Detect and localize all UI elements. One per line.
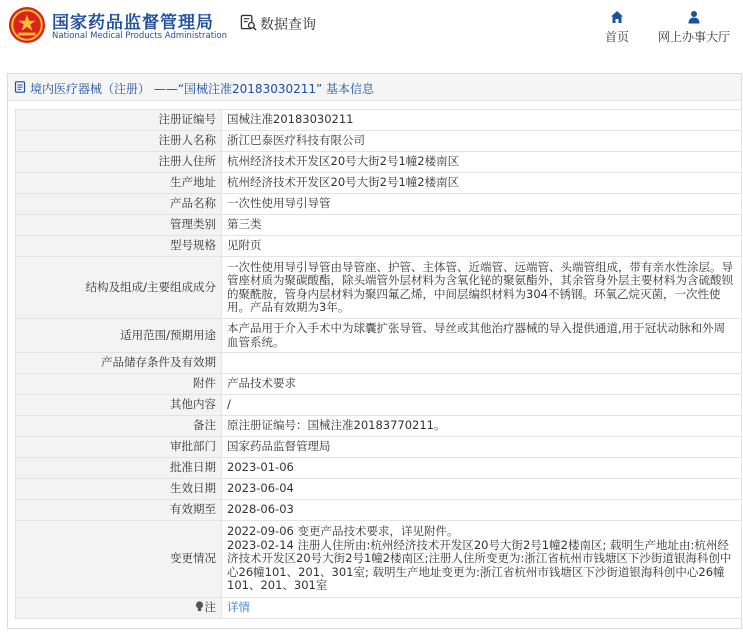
site-header: [0, 0, 743, 56]
row-label: 结构及组成/主要组成成分: [16, 257, 222, 319]
row-label: 生效日期: [16, 479, 222, 500]
row-value: /: [222, 395, 742, 416]
row-label: 生产地址: [16, 173, 222, 194]
table-row: [16, 173, 742, 194]
table-row: [16, 374, 742, 395]
row-value: 浙江巴泰医疗科技有限公司: [222, 131, 742, 152]
table-row: [16, 353, 742, 374]
details-link[interactable]: 详情: [227, 600, 250, 615]
row-label: 其他内容: [16, 395, 222, 416]
row-value: 2023-06-04: [222, 479, 742, 500]
row-value: [222, 521, 742, 598]
nav-online-office[interactable]: [652, 10, 736, 45]
row-value: 见附页: [222, 236, 742, 257]
row-label: 注册人名称: [16, 131, 222, 152]
table-row: [16, 521, 742, 598]
row-value: 2023-01-06: [222, 458, 742, 479]
nav-online-office-label: 网上办事大厅: [657, 30, 730, 44]
row-label: 变更情况: [16, 521, 222, 598]
row-value: 第三类: [222, 215, 742, 236]
row-value: [222, 353, 742, 374]
row-value: 国械注准20183030211: [222, 110, 742, 131]
row-label: 注册证编号: [16, 110, 222, 131]
table-row: [16, 458, 742, 479]
row-label: 型号规格: [16, 236, 222, 257]
row-value: 杭州经济技术开发区20号大街2号1幢2楼南区: [222, 173, 742, 194]
row-value: [222, 598, 742, 619]
document-search-icon: [240, 14, 257, 31]
row-label: 产品储存条件及有效期: [16, 353, 222, 374]
table-row: [16, 257, 742, 319]
change-entry: 2022-09-06 变更产品技术要求，详见附件。: [227, 524, 459, 539]
row-label: 管理类别: [16, 215, 222, 236]
table-row: [16, 598, 742, 619]
table-row: [16, 437, 742, 458]
table-row: [16, 110, 742, 131]
section-title: 数据查询: [260, 17, 316, 33]
table-row: [16, 500, 742, 521]
row-label: 注册人住所: [16, 152, 222, 173]
table-row: [16, 131, 742, 152]
row-label: 审批部门: [16, 437, 222, 458]
nav-home-label: 首页: [604, 30, 629, 44]
row-label: [16, 598, 222, 619]
row-value: 本产品用于介入手术中为球囊扩张导管、导丝或其他治疗器械的导入提供通道,用于冠状动脉和外周血管系统。: [222, 319, 742, 353]
row-value: 2028-06-03: [222, 500, 742, 521]
row-label: 批准日期: [16, 458, 222, 479]
table-row: [16, 479, 742, 500]
person-icon: [687, 10, 701, 24]
row-value: 一次性使用导引导管由导管座、护管、主体管、近端管、远端管、头端管组成，带有亲水性涂层。导管座材质为聚碳酸酯，除头端管外层材料为含氧化铋的聚氨酯外，其余管身外层主要材料为含硫酸钡的聚酰胺，管身内层材料为聚四氟乙烯，中间层编织材料为304不锈钢。环氧乙烷灭菌，一次性使用。产品有效期为3年。: [222, 257, 742, 319]
panel-header: [8, 74, 741, 101]
row-label: 适用范围/预期用途: [16, 319, 222, 353]
row-value: 产品技术要求: [222, 374, 742, 395]
table-row: [16, 416, 742, 437]
row-label: 附件: [16, 374, 222, 395]
national-emblem-icon: [8, 6, 46, 44]
table-row: [16, 194, 742, 215]
note-label: 注: [204, 600, 216, 615]
row-label: 有效期至: [16, 500, 222, 521]
row-value: 原注册证编号：国械注准20183770211。: [222, 416, 742, 437]
org-name-en: National Medical Products Administration: [52, 31, 227, 41]
home-icon: [610, 10, 624, 24]
row-value: 杭州经济技术开发区20号大街2号1幢2楼南区: [222, 152, 742, 173]
table-row: [16, 236, 742, 257]
registration-info-table: [15, 109, 742, 619]
table-row: [16, 152, 742, 173]
lightbulb-icon: [195, 601, 204, 612]
detail-panel: [7, 73, 742, 629]
row-value: 一次性使用导引导管: [222, 194, 742, 215]
nav-home[interactable]: [598, 10, 636, 45]
row-label: 产品名称: [16, 194, 222, 215]
document-icon: [14, 81, 26, 93]
table-row: [16, 395, 742, 416]
table-row: [16, 319, 742, 353]
row-value: 国家药品监督管理局: [222, 437, 742, 458]
panel-title: 境内医疗器械（注册） ——“国械注准20183030211” 基本信息: [30, 82, 375, 96]
org-name-cn: 国家药品监督管理局: [52, 13, 214, 33]
change-entry: 2023-02-14 注册人住所由:杭州经济技术开发区20号大街2号1幢2楼南区; 载明生产地址由:杭州经济技术开发区20号大街2号1幢2楼南区;注册人住所变更为:浙江省杭州市钱塘区下沙街道银海科创中心26幢101、201、301室; 载明生产地址变更为:浙江省杭州市钱塘区下沙街道银海科创中心26幢101、201、301室: [227, 537, 732, 593]
row-label: 备注: [16, 416, 222, 437]
table-row: [16, 215, 742, 236]
